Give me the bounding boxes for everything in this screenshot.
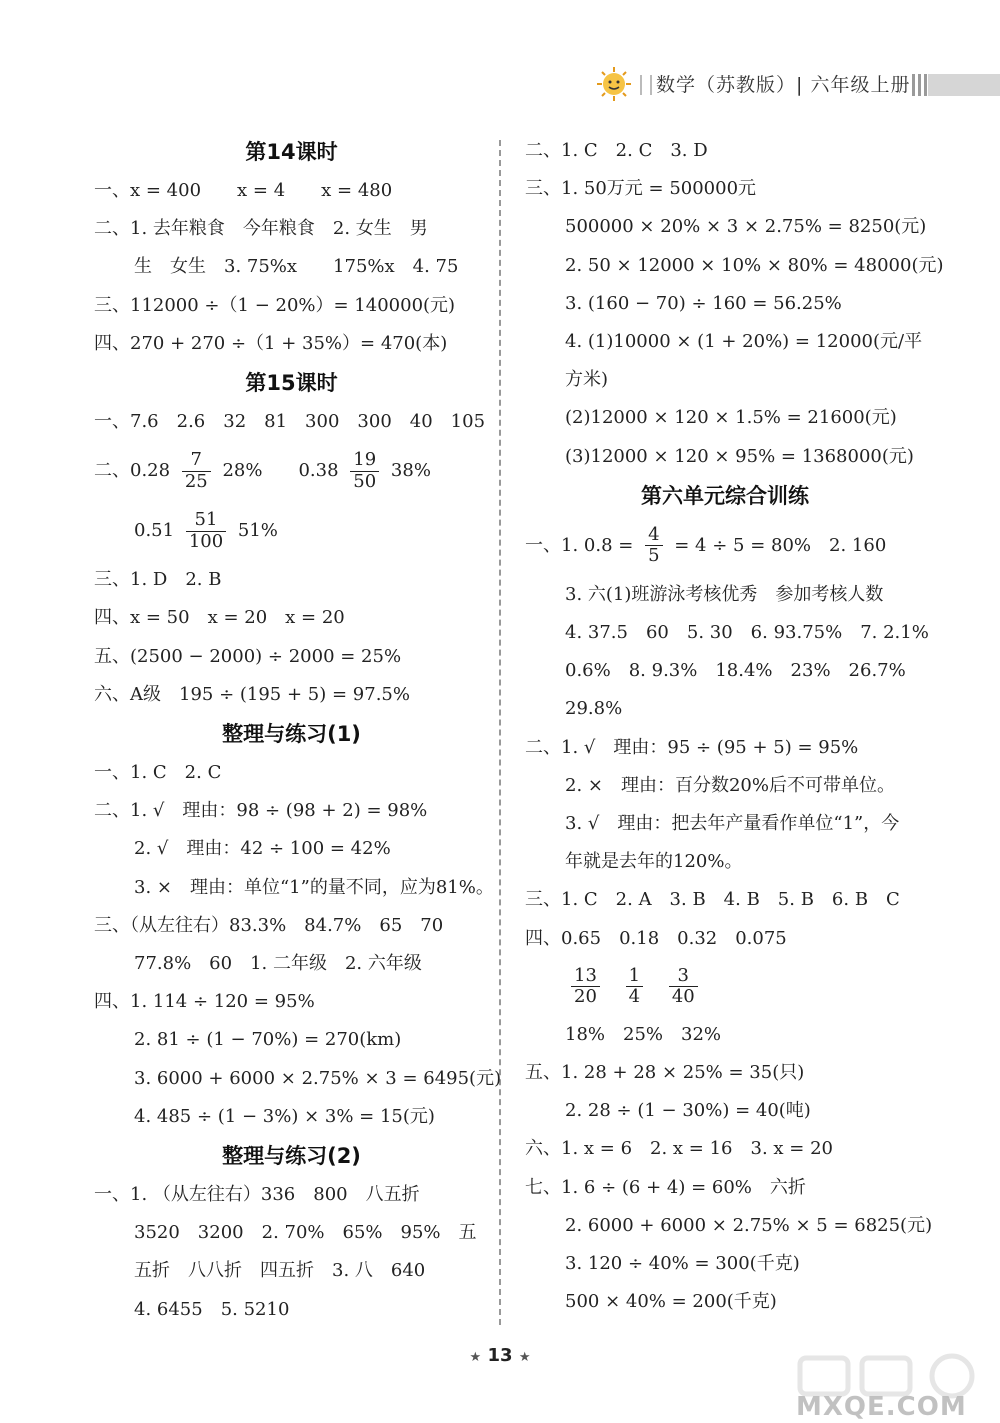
answer-line-fractions — [94, 501, 489, 561]
answer-line: 方米) — [565, 369, 609, 391]
fraction — [182, 450, 211, 492]
section-title-lesson-14: 第14课时 — [245, 140, 338, 164]
answer-line: 三、（从左往右）83.3% 84.7% 65 70 — [94, 914, 444, 936]
answer-line: 三、1. 50万元 = 500000元 — [525, 178, 757, 200]
section-title-practice-1: 整理与练习(1) — [222, 722, 361, 747]
answer-line: 29.8% — [565, 698, 623, 720]
sun-logo-icon — [596, 66, 632, 102]
answer-line: 二、1. √ 理由：98 ÷ (98 + 2) = 98% — [94, 800, 428, 822]
answer-line: 一、7.6 2.6 32 81 300 300 40 105 — [94, 411, 486, 433]
answer-line: 3. × 理由：单位“1”的量不同，应为81%。 — [134, 876, 494, 898]
right-column — [525, 132, 944, 1321]
answer-text: 28% 0.38 — [222, 460, 339, 482]
answer-text: = 4 ÷ 5 = 80% 2. 160 — [674, 534, 887, 556]
answer-line: 六、1. x = 6 2. x = 16 3. x = 20 — [525, 1138, 833, 1160]
answer-line: 4. 485 ÷ (1 − 3%) × 3% = 15(元) — [134, 1105, 435, 1127]
answer-line-fractions — [525, 516, 925, 576]
answer-line: 三、112000 ÷（1 − 20%）= 140000(元) — [94, 294, 456, 316]
answer-line: 77.8% 60 1. 二年级 2. 六年级 — [134, 953, 422, 975]
header-stripes — [912, 74, 928, 96]
answer-line: 一、1. C 2. C — [94, 762, 222, 784]
answer-line: 一、1. （从左往右）336 800 八五折 — [94, 1184, 420, 1206]
answer-line: 3. 120 ÷ 40% = 300(千克) — [565, 1253, 800, 1275]
answer-line: 500000 × 20% × 3 × 2.75% = 8250(元) — [565, 216, 927, 238]
answer-line: 500 × 40% = 200(千克) — [565, 1291, 777, 1313]
answer-line: 三、1. C 2. A 3. B 4. B 5. B 6. B C — [525, 889, 900, 911]
answer-line: 生 女生 3. 75%x 175%x 4. 75 — [134, 256, 459, 278]
header-divider — [640, 75, 652, 95]
answer-line: 4. 6455 5. 5210 — [134, 1298, 290, 1320]
answer-line: 3. (160 − 70) ÷ 160 = 56.25% — [565, 292, 842, 314]
star-icon: ★ — [518, 1350, 531, 1365]
answer-line: 2. 6000 + 6000 × 2.75% × 5 = 6825(元) — [565, 1214, 933, 1236]
denominator: 100 — [188, 530, 224, 552]
denominator: 25 — [184, 470, 208, 492]
answer-text: 0.51 — [134, 520, 175, 542]
answer-line: 四、0.65 0.18 0.32 0.075 — [525, 927, 787, 949]
answer-line: 2. √ 理由：42 ÷ 100 = 42% — [134, 838, 391, 860]
denominator: 5 — [648, 545, 660, 567]
numerator: 19 — [350, 450, 379, 472]
watermark-text: MXQE.COM — [796, 1392, 967, 1422]
answer-line: 4. (1)10000 × (1 + 20%) = 12000(元/平 — [565, 331, 923, 353]
answer-text: 51% — [237, 520, 278, 542]
section-title-practice-2: 整理与练习(2) — [222, 1144, 361, 1169]
answer-line: 0.6% 8. 9.3% 18.4% 23% 26.7% — [565, 660, 906, 682]
section-title-lesson-15: 第15课时 — [245, 371, 338, 396]
answer-line: 2. 50 × 12000 × 10% × 80% = 48000(元) — [565, 254, 944, 276]
denominator: 40 — [671, 986, 695, 1008]
answer-line: 2. × 理由：百分数20%后不可带单位。 — [565, 774, 895, 796]
answer-line-fractions — [525, 958, 925, 1016]
star-icon: ★ — [469, 1350, 482, 1365]
header-title: 数学（苏教版）| 六年级上册 — [656, 74, 911, 96]
denominator: 4 — [628, 986, 641, 1008]
answer-line: 四、1. 114 ÷ 120 = 95% — [94, 991, 315, 1013]
numerator: 3 — [669, 966, 698, 988]
answer-line: 五、(2500 − 2000) ÷ 2000 = 25% — [94, 645, 402, 667]
fraction — [571, 966, 600, 1008]
fraction — [626, 966, 643, 1008]
answer-line: 2. 28 ÷ (1 − 30%) = 40(吨) — [565, 1100, 811, 1122]
answer-line: 4. 37.5 60 5. 30 6. 93.75% 7. 2.1% — [565, 622, 929, 644]
answer-text: 二、0.28 — [94, 460, 171, 482]
answer-line: (3)12000 × 120 × 95% = 1368000(元) — [565, 445, 914, 467]
left-column — [94, 132, 502, 1329]
answer-line: 六、A级 195 ÷ (195 + 5) = 97.5% — [94, 683, 410, 705]
answer-line: 四、x = 50 x = 20 x = 20 — [94, 607, 345, 629]
answer-text: 一、1. 0.8 = — [525, 534, 634, 556]
numerator: 13 — [571, 966, 600, 988]
answer-line: 3. 6000 + 6000 × 2.75% × 3 = 6495(元) — [134, 1067, 502, 1089]
answer-line: 3520 3200 2. 70% 65% 95% 五 — [134, 1222, 477, 1244]
answer-line: 五折 八八折 四五折 3. 八 640 — [134, 1260, 426, 1282]
fraction — [350, 450, 379, 492]
numerator: 1 — [626, 966, 643, 988]
answer-line: 七、1. 6 ÷ (6 + 4) = 60% 六折 — [525, 1176, 806, 1198]
answer-line: 3. √ 理由：把去年产量看作单位“1”，今 — [565, 813, 900, 835]
answer-line: 年就是去年的120%。 — [565, 851, 743, 873]
answer-line: 五、1. 28 + 28 × 25% = 35(只) — [525, 1062, 805, 1084]
answer-line: 2. 81 ÷ (1 − 70%) = 270(km) — [134, 1029, 402, 1051]
answer-line: 一、x = 400 x = 4 x = 480 — [94, 180, 393, 201]
fraction — [669, 966, 698, 1008]
page-number: 13 — [487, 1345, 513, 1366]
answer-line: 三、1. D 2. B — [94, 569, 222, 591]
fraction — [186, 510, 226, 552]
column-divider — [499, 140, 501, 1325]
answer-line: 二、1. √ 理由：95 ÷ (95 + 5) = 95% — [525, 736, 859, 758]
answer-line: 二、1. C 2. C 3. D — [525, 140, 708, 161]
denominator: 20 — [574, 986, 597, 1008]
denominator: 50 — [353, 470, 377, 492]
page-header — [0, 62, 1000, 106]
answer-line-fractions — [94, 441, 489, 501]
answer-line: 二、1. 去年粮食 今年粮食 2. 女生 男 — [94, 218, 428, 240]
numerator: 51 — [186, 510, 226, 532]
answer-line: 18% 25% 32% — [565, 1023, 722, 1045]
answer-line: 四、270 + 270 ÷（1 + 35%）= 470(本) — [94, 332, 448, 354]
numerator: 4 — [645, 525, 662, 547]
answer-line: 3. 六(1)班游泳考核优秀 参加考核人数 — [565, 583, 884, 605]
answer-text: 38% — [390, 460, 431, 482]
answer-line: (2)12000 × 120 × 1.5% = 21600(元) — [565, 407, 897, 429]
fraction — [645, 525, 662, 567]
numerator: 7 — [182, 450, 211, 472]
section-title-unit-6: 第六单元综合训练 — [641, 483, 809, 508]
